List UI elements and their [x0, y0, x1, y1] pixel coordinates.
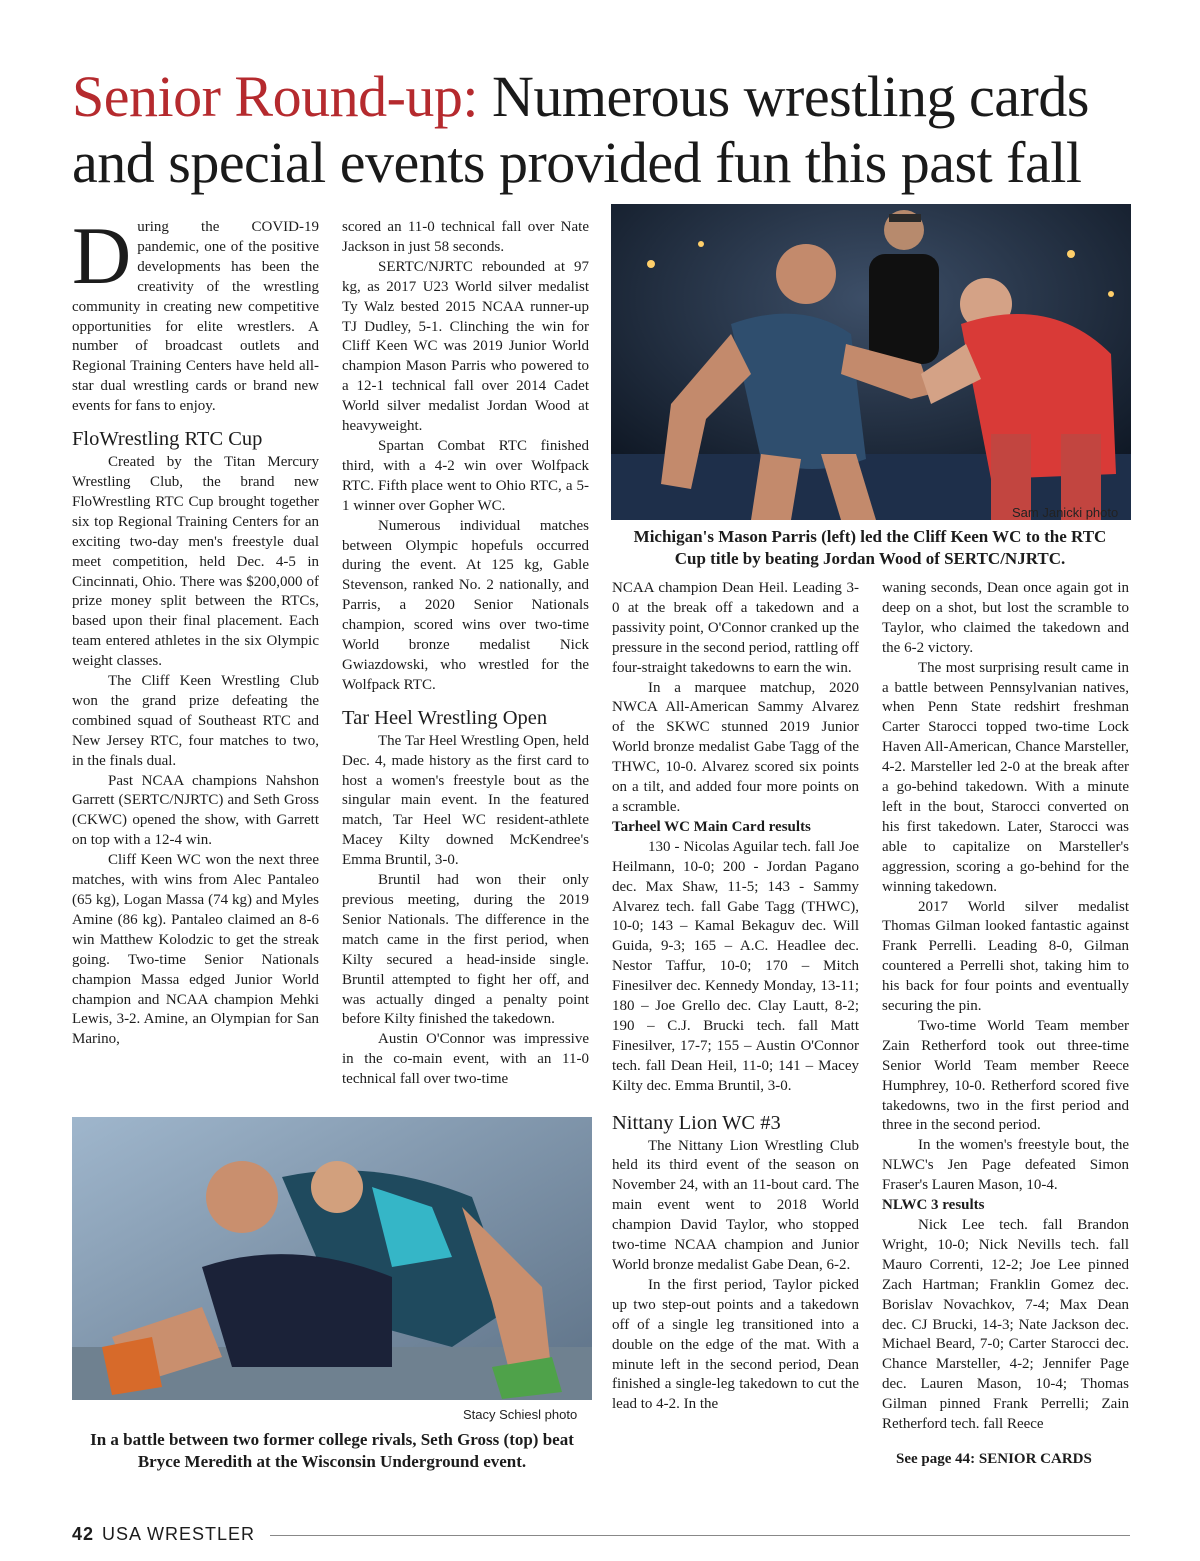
results-paragraph: Nick Lee tech. fall Brandon Wright, 10-0; Nick Nevills tech. fall Mauro Correnti, 12-2; Joe Lee pinned Zach Hartman; Franklin Gomez dec. Borislav Novachkov, 7-4; Max Dean dec. CJ Brucki, 14-3; Nate Jackson dec. Michael Beard, 7-0; Carter Starocci dec. Chance Marsteller, 4-2; Jennifer Page dec. Lauren Mason, 10-4; Thomas Gilman pinned Frank Perrelli; Zain Retherford tech. fall Reece — [882, 1217, 1129, 1433]
paragraph: NCAA champion Dean Heil. Leading 3-0 at the break off a takedown and a passivity point, O'Connor cranked up the pressure in the second period, rattling off four-straight takedowns to earn the win. — [612, 580, 859, 676]
paragraph: The Nittany Lion Wrestling Club held its third event of the season on November 24, with an 11-bout card. The main event went to 2018 World champion David Taylor, who stopped two-time NCAA champion and Junior World bronze medalist Gabe Dean, 6-2. — [612, 1137, 859, 1273]
column-1 — [72, 210, 319, 1050]
paragraph: In a marquee matchup, 2020 NWCA All-American Sammy Alvarez of the SKWC stunned 2019 Junior World bronze medalist Gabe Tagg of the THWC, 10-0. Alvarez scored six points on a tilt, and added four more points on a scramble. — [612, 679, 859, 815]
paragraph: The Cliff Keen Wrestling Club won the grand prize defeating the combined squad of Southeast RTC and New Jersey RTC, four matches to two, in the finals dual. — [72, 673, 319, 769]
section-heading-nittany: Nittany Lion WC #3 — [612, 1111, 781, 1134]
column-4 — [882, 579, 1129, 1435]
intro-paragraph: During the COVID-19 pandemic, one of the positive developments has been the creativity of the wrestling community in creating new competitive opportunities for elite wrestlers. A number of broadcast outlets and Regional Training Centers have held all-star dual wrestling cards or brand new events for fans to enjoy. — [72, 210, 319, 415]
headline — [72, 64, 1132, 196]
results-paragraph: 130 - Nicolas Aguilar tech. fall Joe Heilmann, 10-0; 200 - Jordan Pagano dec. Max Shaw, 11-5; 143 - Sammy Alvarez tech. fall Gabe Tagg (THWC), 10-0; 143 – Kamal Bekaguv dec. Will Guida, 9-3; 165 – A.C. Headlee dec. Nestor Taffur, 10-0; 170 – Mitch Finesilver dec. Kennedy Monday, 13-11; 180 – Joe Grello dec. Clay Lautt, 8-2; 190 – C.J. Brucki tech. fall Matt Finesilver, 17-7; 155 – Austin O'Connor tech. fall Dean Heil, 11-0; 141 – Macey Kilty dec. Emma Bruntil, 3-0. — [612, 838, 859, 1094]
column-2 — [342, 218, 589, 1090]
photo-caption-bottom: In a battle between two former college rivals, Seth Gross (top) beat Bryce Meredith at the Wisconsin Underground event. — [90, 1430, 574, 1471]
paragraph: Past NCAA champions Nahshon Garrett (SERTC/NJRTC) and Seth Gross (CKWC) opened the show, with Garrett on top with a 12-4 win. — [72, 772, 319, 849]
photo-parris-wood — [611, 204, 1131, 520]
section-heading-tar-heel: Tar Heel Wrestling Open — [342, 706, 548, 729]
drop-cap: D — [72, 210, 132, 301]
paragraph: scored an 11-0 technical fall over Nate Jackson in just 58 seconds. — [342, 219, 589, 255]
paragraph: Austin O'Connor was impressive in the co-main event, with an 11-0 technical fall over two-time — [342, 1031, 589, 1088]
photo-credit-bottom: Stacy Schiesl photo — [463, 1407, 578, 1422]
paragraph: The Tar Heel Wrestling Open, held Dec. 4, made history as the first card to host a women's freestyle bout as the singular main event. In the featured match, Tar Heel WC resident-athlete Macey Kilty downed McKendree's Emma Bruntil, 3-0. — [342, 732, 589, 869]
wrestling-photo-illustration-bottom — [72, 1117, 592, 1400]
paragraph: In the women's freestyle bout, the NLWC's Jen Page defeated Simon Fraser's Lauren Mason, 10-4. — [882, 1137, 1129, 1194]
paragraph: Cliff Keen WC won the next three matches, with wins from Alec Pantaleo (65 kg), Logan Massa (74 kg) and Myles Amine (86 kg). Pantaleo claimed an 8-6 win Matthew Kolodzic to get the streak going. Two-time Senior Nationals champion Massa edged Junior World champion and NCAA champion Mehki Lewis, 3-2. Amine, an Olympian for San Marino, — [72, 852, 319, 1048]
headline-kicker: Senior Round-up: — [72, 64, 479, 129]
paragraph: Bruntil had won their only previous meeting, during the 2019 Senior Nationals. The difference in the match came in the first period, when Kilty secured a head-inside single. Bruntil attempted to fight her off, and was actually dinged a penalty point before Kilty finished the takedown. — [342, 872, 589, 1028]
headline-title: Numerous wrestling cards and special events provided fun this past fall — [72, 64, 1089, 195]
paragraph: 2017 World silver medalist Thomas Gilman looked fantastic against Frank Perrelli. Leading 8-0, Gilman countered a Perrelli shot, taking him to his back for four points and eventually securing the pin. — [882, 898, 1129, 1015]
footer-rule — [270, 1535, 1130, 1536]
results-heading-nlwc: NLWC 3 results — [882, 1197, 985, 1214]
photo-credit-top: Sam Janicki photo — [1012, 505, 1119, 520]
section-heading-flowrestling: FloWrestling RTC Cup — [72, 428, 263, 451]
page-number: 42 — [72, 1524, 95, 1544]
paragraph: In the first period, Taylor picked up two step-out points and a takedown off of a single leg transitioned into a double on the edge of the mat. With a minute left in the second period, Dean finished a single-leg takedown to cut the lead to 4-2. In the — [612, 1276, 859, 1413]
paragraph: Spartan Combat RTC finished third, with a 4-2 win over Wolfpack RTC. Fifth place went to Ohio RTC, a 5-1 winner over Gopher WC. — [342, 437, 589, 514]
results-heading-tarheel: Tarheel WC Main Card results — [612, 818, 811, 835]
publication-name: USA WRESTLER — [102, 1524, 256, 1544]
see-page-reference: See page 44: SENIOR CARDS — [896, 1451, 1092, 1467]
paragraph: The most surprising result came in a battle between Pennsylvanian natives, when Penn State redshirt freshman Carter Starocci topped two-time Lock Haven All-American, Chance Marsteller, 4-2. Marsteller led 2-0 at the break after a go-behind takedown. With a minute left in the bout, Starocci converted on his first takedown. Later, Starocci was able to capitalize on Marsteller's aggression, scoring a go-behind for the winning takedown. — [882, 659, 1129, 895]
page-footer — [72, 1524, 255, 1545]
wrestling-photo-illustration — [611, 204, 1131, 520]
paragraph: waning seconds, Dean once again got in deep on a shot, but lost the scramble to Taylor, who claimed the takedown and the 6-2 victory. — [882, 580, 1129, 656]
column-3 — [612, 579, 859, 1415]
paragraph: Created by the Titan Mercury Wrestling Club, the brand new FloWrestling RTC Cup brought together six top Regional Training Centers for an exciting two-day men's freestyle dual meet competition, held Dec. 4-5 in Cincinnati, Ohio. There was $200,000 of prize money split between the RTCs, based upon their final placement. Each team entered athletes in the six Olympic weight classes. — [72, 454, 319, 670]
photo-gross-meredith — [72, 1117, 592, 1400]
paragraph: Two-time World Team member Zain Retherford took out three-time Senior World Team member Reece Humphrey, 10-0. Retherford scored five takedowns, two in the first period and three in the second period. — [882, 1017, 1129, 1134]
photo-caption-top: Michigan's Mason Parris (left) led the Cliff Keen WC to the RTC Cup title by beating Jordan Wood of SERTC/NJRTC. — [633, 527, 1107, 568]
paragraph: SERTC/NJRTC rebounded at 97 kg, as 2017 U23 World silver medalist Ty Walz bested 2015 NCAA runner-up TJ Dudley, 5-1. Clinching the win for Cliff Keen WC was 2019 Junior World champion Mason Parris who powered to a 12-1 technical fall over 2014 Cadet World silver medalist Jordan Wood at heavyweight. — [342, 258, 589, 435]
paragraph: Numerous individual matches between Olympic hopefuls occurred during the event. At 125 kg, Gable Stevenson, ranked No. 2 nationally, and Parris, a 2020 Senior Nationals champion, scored wins over two-time World bronze medalist Nick Gwiazdowski, who wrestled for the Wolfpack RTC. — [342, 517, 589, 693]
